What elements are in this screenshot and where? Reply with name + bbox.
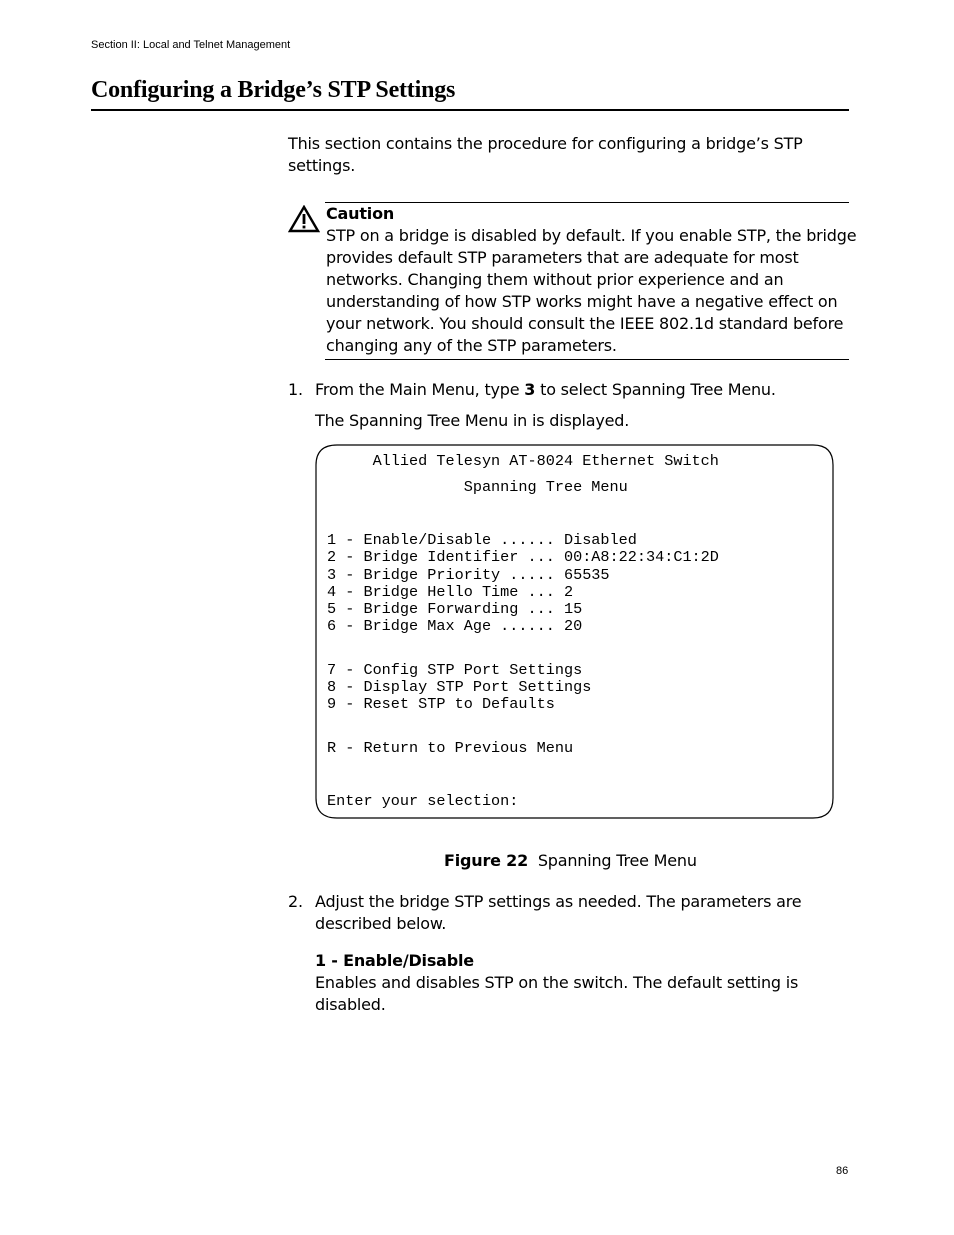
- step1-number: 1.: [288, 380, 303, 399]
- caution-line: STP on a bridge is disabled by default. If you enable STP, the bridge: [326, 226, 857, 245]
- terminal-line: 1 - Enable/Disable ...... Disabled: [327, 531, 637, 549]
- step1-text: [315, 379, 776, 401]
- step1-text-before: From the Main Menu, type: [315, 380, 525, 399]
- param-line: Enables and disables STP on the switch. The default setting is: [315, 973, 799, 992]
- page-number: 86: [836, 1165, 849, 1177]
- terminal-line: 5 - Bridge Forwarding ... 15: [327, 600, 583, 618]
- caution-bottom-rule: [325, 359, 849, 360]
- figure-caption: [444, 851, 697, 870]
- warning-triangle-icon: [288, 205, 320, 233]
- caution-line: understanding of how STP works might have a negative effect on: [326, 292, 838, 311]
- caution-text: [326, 225, 856, 357]
- caution-line: networks. Changing them without prior experience and an: [326, 270, 784, 289]
- step1-key: 3: [524, 380, 536, 399]
- running-header: Section II: Local and Telnet Management: [91, 39, 291, 51]
- caution-line: provides default STP parameters that are adequate for most: [326, 248, 799, 267]
- terminal-line: 6 - Bridge Max Age ...... 20: [327, 617, 583, 635]
- caution-line: changing any of the STP parameters.: [326, 336, 617, 355]
- param-heading: 1 - Enable/Disable: [315, 951, 474, 970]
- step2-line: Adjust the bridge STP settings as needed. The parameters are: [315, 892, 802, 911]
- intro-paragraph: [288, 133, 803, 177]
- caution-line: your network. You should consult the IEEE 802.1d standard before: [326, 314, 844, 333]
- terminal-line: R - Return to Previous Menu: [327, 739, 574, 757]
- step2-number: 2.: [288, 892, 303, 911]
- terminal-prompt: Enter your selection:: [327, 792, 519, 810]
- param-line: disabled.: [315, 995, 386, 1014]
- step1-note: The Spanning Tree Menu in is displayed.: [315, 411, 630, 430]
- step2-text: [315, 891, 801, 935]
- intro-line: This section contains the procedure for configuring a bridge’s STP: [288, 134, 803, 153]
- figure-label: Figure 22: [444, 851, 529, 870]
- terminal-line-menu-name: Spanning Tree Menu: [327, 478, 628, 496]
- caution-label: Caution: [326, 204, 395, 223]
- step2-line: described below.: [315, 914, 447, 933]
- title-rule: [91, 109, 849, 111]
- terminal-line: 4 - Bridge Hello Time ... 2: [327, 583, 574, 601]
- terminal-line: 7 - Config STP Port Settings: [327, 661, 583, 679]
- terminal-line-title: Allied Telesyn AT-8024 Ethernet Switch: [327, 452, 719, 470]
- terminal-line: 3 - Bridge Priority ..... 65535: [327, 566, 610, 584]
- intro-line: settings.: [288, 156, 356, 175]
- terminal-line: 8 - Display STP Port Settings: [327, 678, 592, 696]
- caution-top-rule: [325, 202, 849, 203]
- step1-text-after: to select Spanning Tree Menu.: [535, 380, 776, 399]
- terminal-line: 9 - Reset STP to Defaults: [327, 695, 555, 713]
- page-title: Configuring a Bridge’s STP Settings: [91, 77, 456, 103]
- figure-title: Spanning Tree Menu: [537, 851, 697, 870]
- param-description: [315, 972, 798, 1016]
- terminal-line: 2 - Bridge Identifier ... 00:A8:22:34:C1:2D: [327, 548, 719, 566]
